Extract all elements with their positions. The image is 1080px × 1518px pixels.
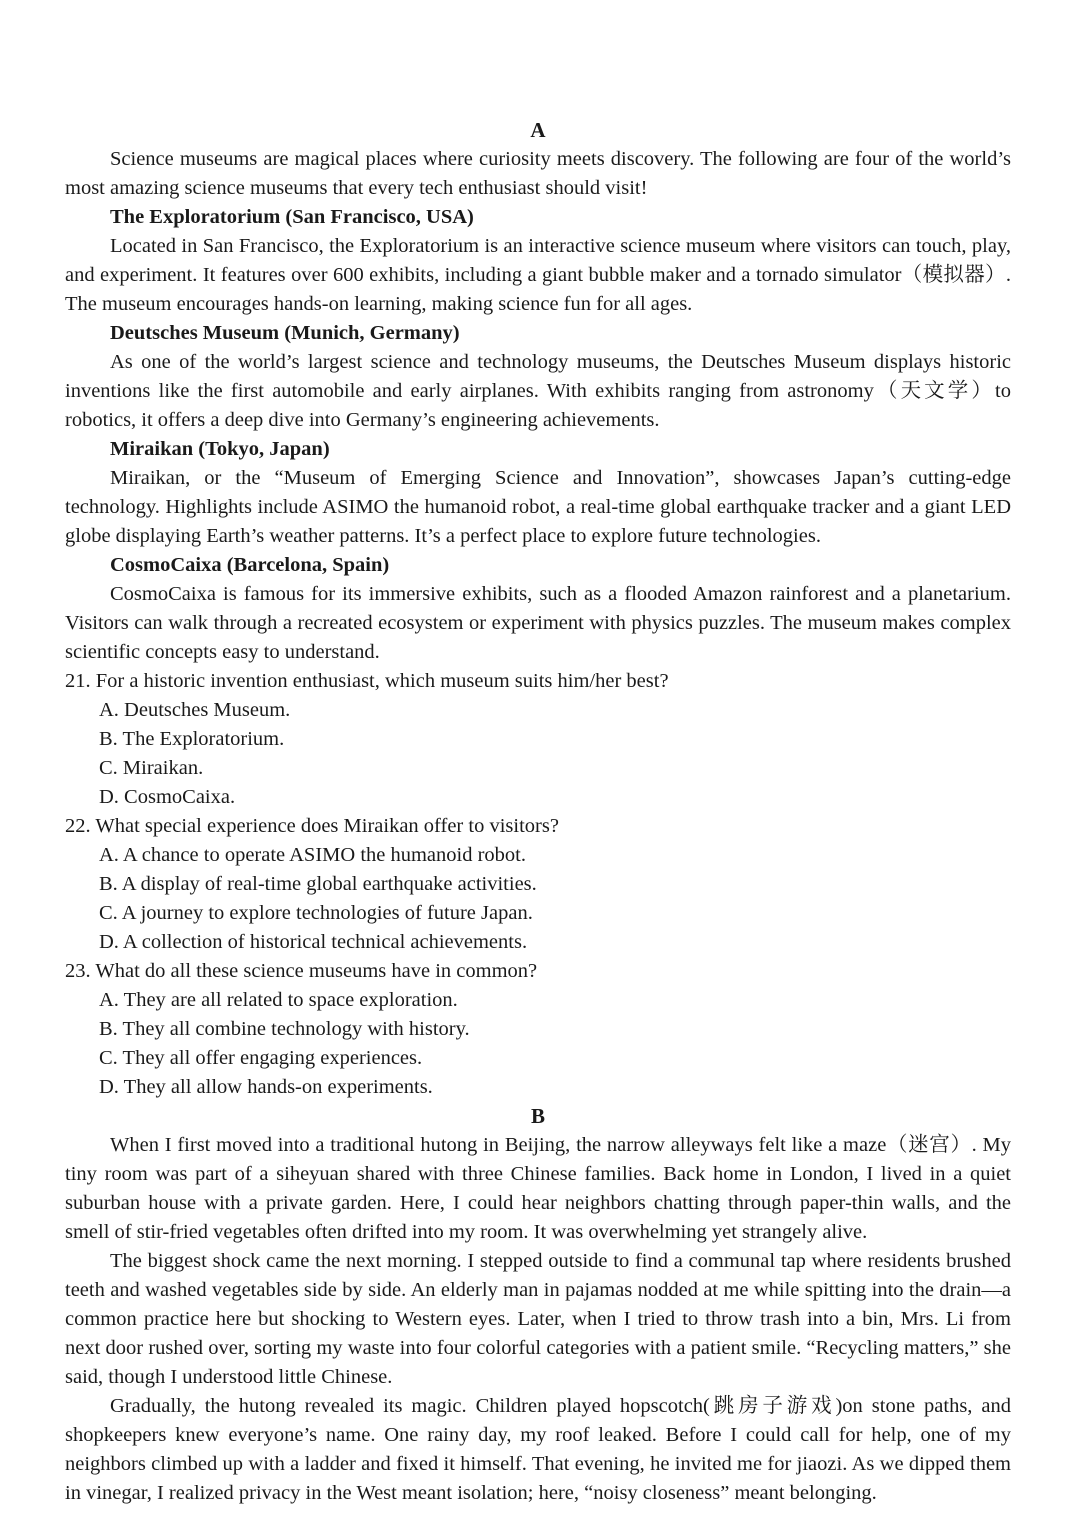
question-22-option-c: C. A journey to explore technologies of future Japan. [99,902,533,924]
passage-b-paragraph-3: Gradually, the hutong revealed its magic. Children played hopscotch(跳房子游戏)on stone paths, and shopkeepers knew everyone’s name. One rainy day, my roof leaked. Before I could call for help, one of my neighbors climbed up with a ladder and fixed it himself. That evening, he invited me for jiaozi. As we dipped them in vinegar, I realized privacy in the West meant isolation; here, “noisy closeness” meant belonging. [65,1395,1011,1504]
question-21-option-a: A. Deutsches Museum. [99,699,291,721]
museum-text-miraikan: Miraikan, or the “Museum of Emerging Science and Innovation”, showcases Japan’s cutting-edge technology. Highlights include ASIMO the humanoid robot, a real-time global earthquake tracker and a giant LED globe displaying Earth’s weather patterns. It’s a perfect place to explore future technologies. [65,467,1011,547]
passage-b-paragraph-1: When I first moved into a traditional hutong in Beijing, the narrow alleyways felt like a maze（迷宫）. My tiny room was part of a siheyuan shared with three Chinese families. Back home in London, I lived in a quiet suburban house with a private garden. Here, I could hear neighbors chatting through paper-thin walls, and the smell of stir-fried vegetables often drifted into my room. It was overwhelming yet strangely alive. [65,1134,1011,1243]
section-a-title: A [530,118,546,142]
page-content [65,116,1011,1508]
question-23-option-c: C. They all offer engaging experiences. [99,1047,423,1069]
question-21-option-d: D. CosmoCaixa. [99,786,236,808]
museum-heading-deutsches: Deutsches Museum (Munich, Germany) [110,322,460,344]
question-23-option-a: A. They are all related to space exploration. [99,989,458,1011]
museum-heading-cosmocaixa: CosmoCaixa (Barcelona, Spain) [110,554,390,576]
museum-text-cosmocaixa: CosmoCaixa is famous for its immersive exhibits, such as a flooded Amazon rainforest and a planetarium. Visitors can walk through a recreated ecosystem or experiment with physics puzzles. The museum makes complex scientific concepts easy to understand. [65,583,1011,663]
question-21-stem: 21. For a historic invention enthusiast, which museum suits him/her best? [65,670,669,692]
passage-b-paragraph-2: The biggest shock came the next morning. I stepped outside to find a communal tap where residents brushed teeth and washed vegetables side by side. An elderly man in pajamas nodded at me while spitting into the drain—a common practice here but shocking to Western eyes. Later, when I tried to throw trash into a bin, Mrs. Li from next door rushed over, sorting my waste into four colorful categories with a patient smile. “Recycling matters,” she said, though I understood little Chinese. [65,1250,1011,1388]
question-23-option-b: B. They all combine technology with history. [99,1018,470,1040]
question-22-option-d: D. A collection of historical technical achievements. [99,931,528,953]
museum-heading-miraikan: Miraikan (Tokyo, Japan) [110,438,330,460]
section-b-title: B [530,1104,545,1128]
museum-heading-exploratorium: The Exploratorium (San Francisco, USA) [110,206,474,228]
museum-text-exploratorium: Located in San Francisco, the Exploratorium is an interactive science museum where visitors can touch, play, and experiment. It features over 600 exhibits, including a giant bubble maker and a tornado simulator（模拟器）. The museum encourages hands-on learning, making science fun for all ages. [65,235,1011,315]
question-23-option-d: D. They all allow hands-on experiments. [99,1076,433,1098]
question-22-option-a: A. A chance to operate ASIMO the humanoid robot. [99,844,526,866]
question-21-option-b: B. The Exploratorium. [99,728,285,750]
question-22-options [65,841,1011,957]
museum-text-deutsches: As one of the world’s largest science and technology museums, the Deutsches Museum displays historic inventions like the first automobile and early airplanes. With exhibits ranging from astronomy（天文学）to robotics, it offers a deep dive into Germany’s engineering achievements. [65,351,1011,431]
question-23-stem: 23. What do all these science museums have in common? [65,960,538,982]
question-21-options [65,696,1011,812]
question-22-stem: 22. What special experience does Miraikan offer to visitors? [65,815,559,837]
question-21-option-c: C. Miraikan. [99,757,204,779]
section-a-intro: Science museums are magical places where curiosity meets discovery. The following are four of the world’s most amazing science museums that every tech enthusiast should visit! [65,148,1011,199]
question-23-options [65,986,1011,1102]
question-22-option-b: B. A display of real-time global earthquake activities. [99,873,537,895]
